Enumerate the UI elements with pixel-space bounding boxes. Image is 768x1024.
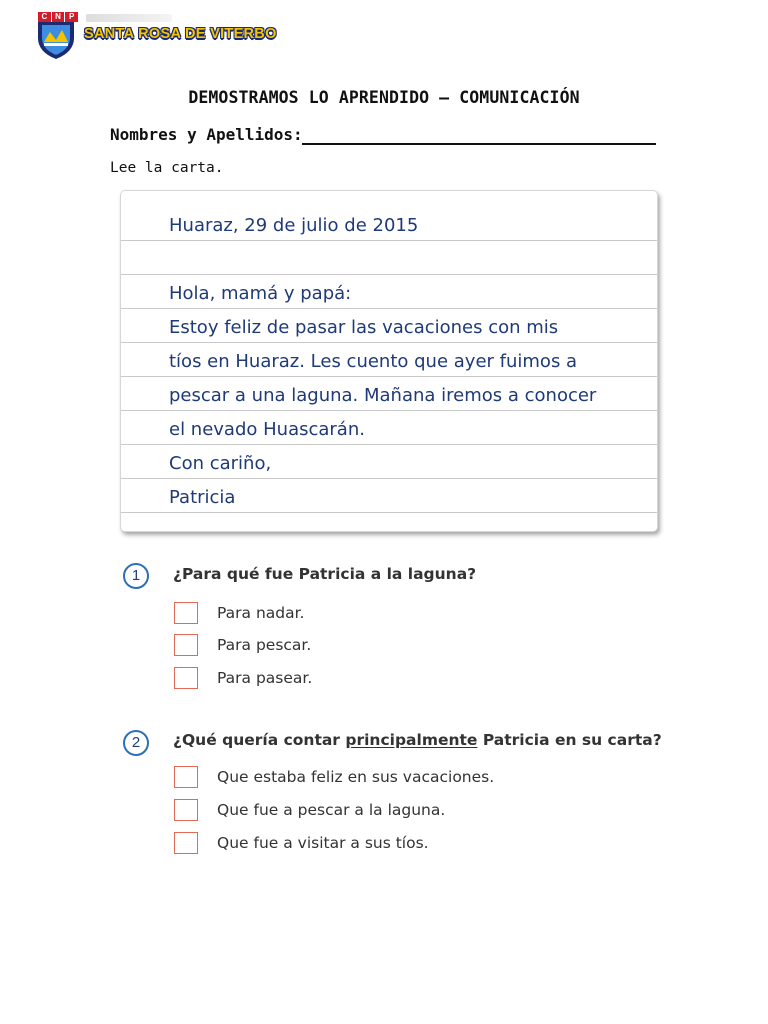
names-answer-line[interactable] <box>302 143 656 145</box>
answer-option[interactable] <box>174 798 445 822</box>
letter-line-text: tíos en Huaraz. Les cuento que ayer fuimos a <box>169 351 578 372</box>
answer-option-label: Para pescar. <box>217 636 312 654</box>
answer-checkbox[interactable] <box>174 634 198 656</box>
answer-checkbox[interactable] <box>174 602 198 624</box>
answer-option-label: Para pasear. <box>217 669 313 687</box>
question-number-badge: 1 <box>123 563 149 589</box>
answer-checkbox[interactable] <box>174 766 198 788</box>
instruction: Lee la carta. <box>110 160 224 176</box>
school-name: SANTA ROSA DE VITERBO <box>84 26 277 42</box>
letter-line <box>121 207 657 241</box>
question-text-part: ¿Qué quería contar <box>173 731 346 749</box>
answer-checkbox[interactable] <box>174 799 198 821</box>
answer-option[interactable] <box>174 831 429 855</box>
question-text <box>173 731 662 749</box>
answer-option-label: Que fue a pescar a la laguna. <box>217 801 446 819</box>
question-number-badge: 2 <box>123 730 149 756</box>
answer-checkbox[interactable] <box>174 667 198 689</box>
answer-option[interactable] <box>174 765 494 789</box>
answer-option-label: Que fue a visitar a sus tíos. <box>217 834 429 852</box>
letter-line-text: Con cariño, <box>169 453 272 474</box>
letter-line-text: Huaraz, 29 de julio de 2015 <box>169 215 419 236</box>
letter-line-text: Patricia <box>169 487 236 508</box>
letter-line-text: el nevado Huascarán. <box>169 419 365 440</box>
cnp-letter: N <box>52 12 65 22</box>
letter-line-text: pescar a una laguna. Mañana iremos a conocer <box>169 385 597 406</box>
cnp-letter: C <box>38 12 51 22</box>
page-title: DEMOSTRAMOS LO APRENDIDO – COMUNICACIÓN <box>188 88 580 107</box>
letter-line <box>121 445 657 479</box>
answer-option-label: Para nadar. <box>217 604 305 622</box>
school-logo <box>34 12 277 60</box>
question-text-part: ¿Para qué fue Patricia a la laguna? <box>173 565 477 583</box>
answer-option[interactable] <box>174 666 312 690</box>
letter-line <box>121 309 657 343</box>
letter-line <box>121 377 657 411</box>
question-text <box>173 565 476 583</box>
letter-line-text: Estoy feliz de pasar las vacaciones con mis <box>169 317 559 338</box>
letter-line <box>121 411 657 445</box>
answer-option-label: Que estaba feliz en sus vacaciones. <box>217 768 495 786</box>
letter-line <box>121 241 657 275</box>
answer-option[interactable] <box>174 601 304 625</box>
answer-option[interactable] <box>174 633 311 657</box>
letter-line-text: Hola, mamá y papá: <box>169 283 352 304</box>
question-text-part: Patricia en su carta? <box>477 731 662 749</box>
answer-checkbox[interactable] <box>174 832 198 854</box>
letter-line <box>121 479 657 513</box>
question-emphasis: principalmente <box>345 731 478 749</box>
logo-subtitle-bar <box>86 14 172 22</box>
letter-card <box>120 190 658 532</box>
letter-line <box>121 343 657 377</box>
cnp-letter: P <box>65 12 78 22</box>
names-label: Nombres y Apellidos: <box>110 125 303 144</box>
cnp-badge <box>38 12 78 22</box>
letter-line <box>121 275 657 309</box>
